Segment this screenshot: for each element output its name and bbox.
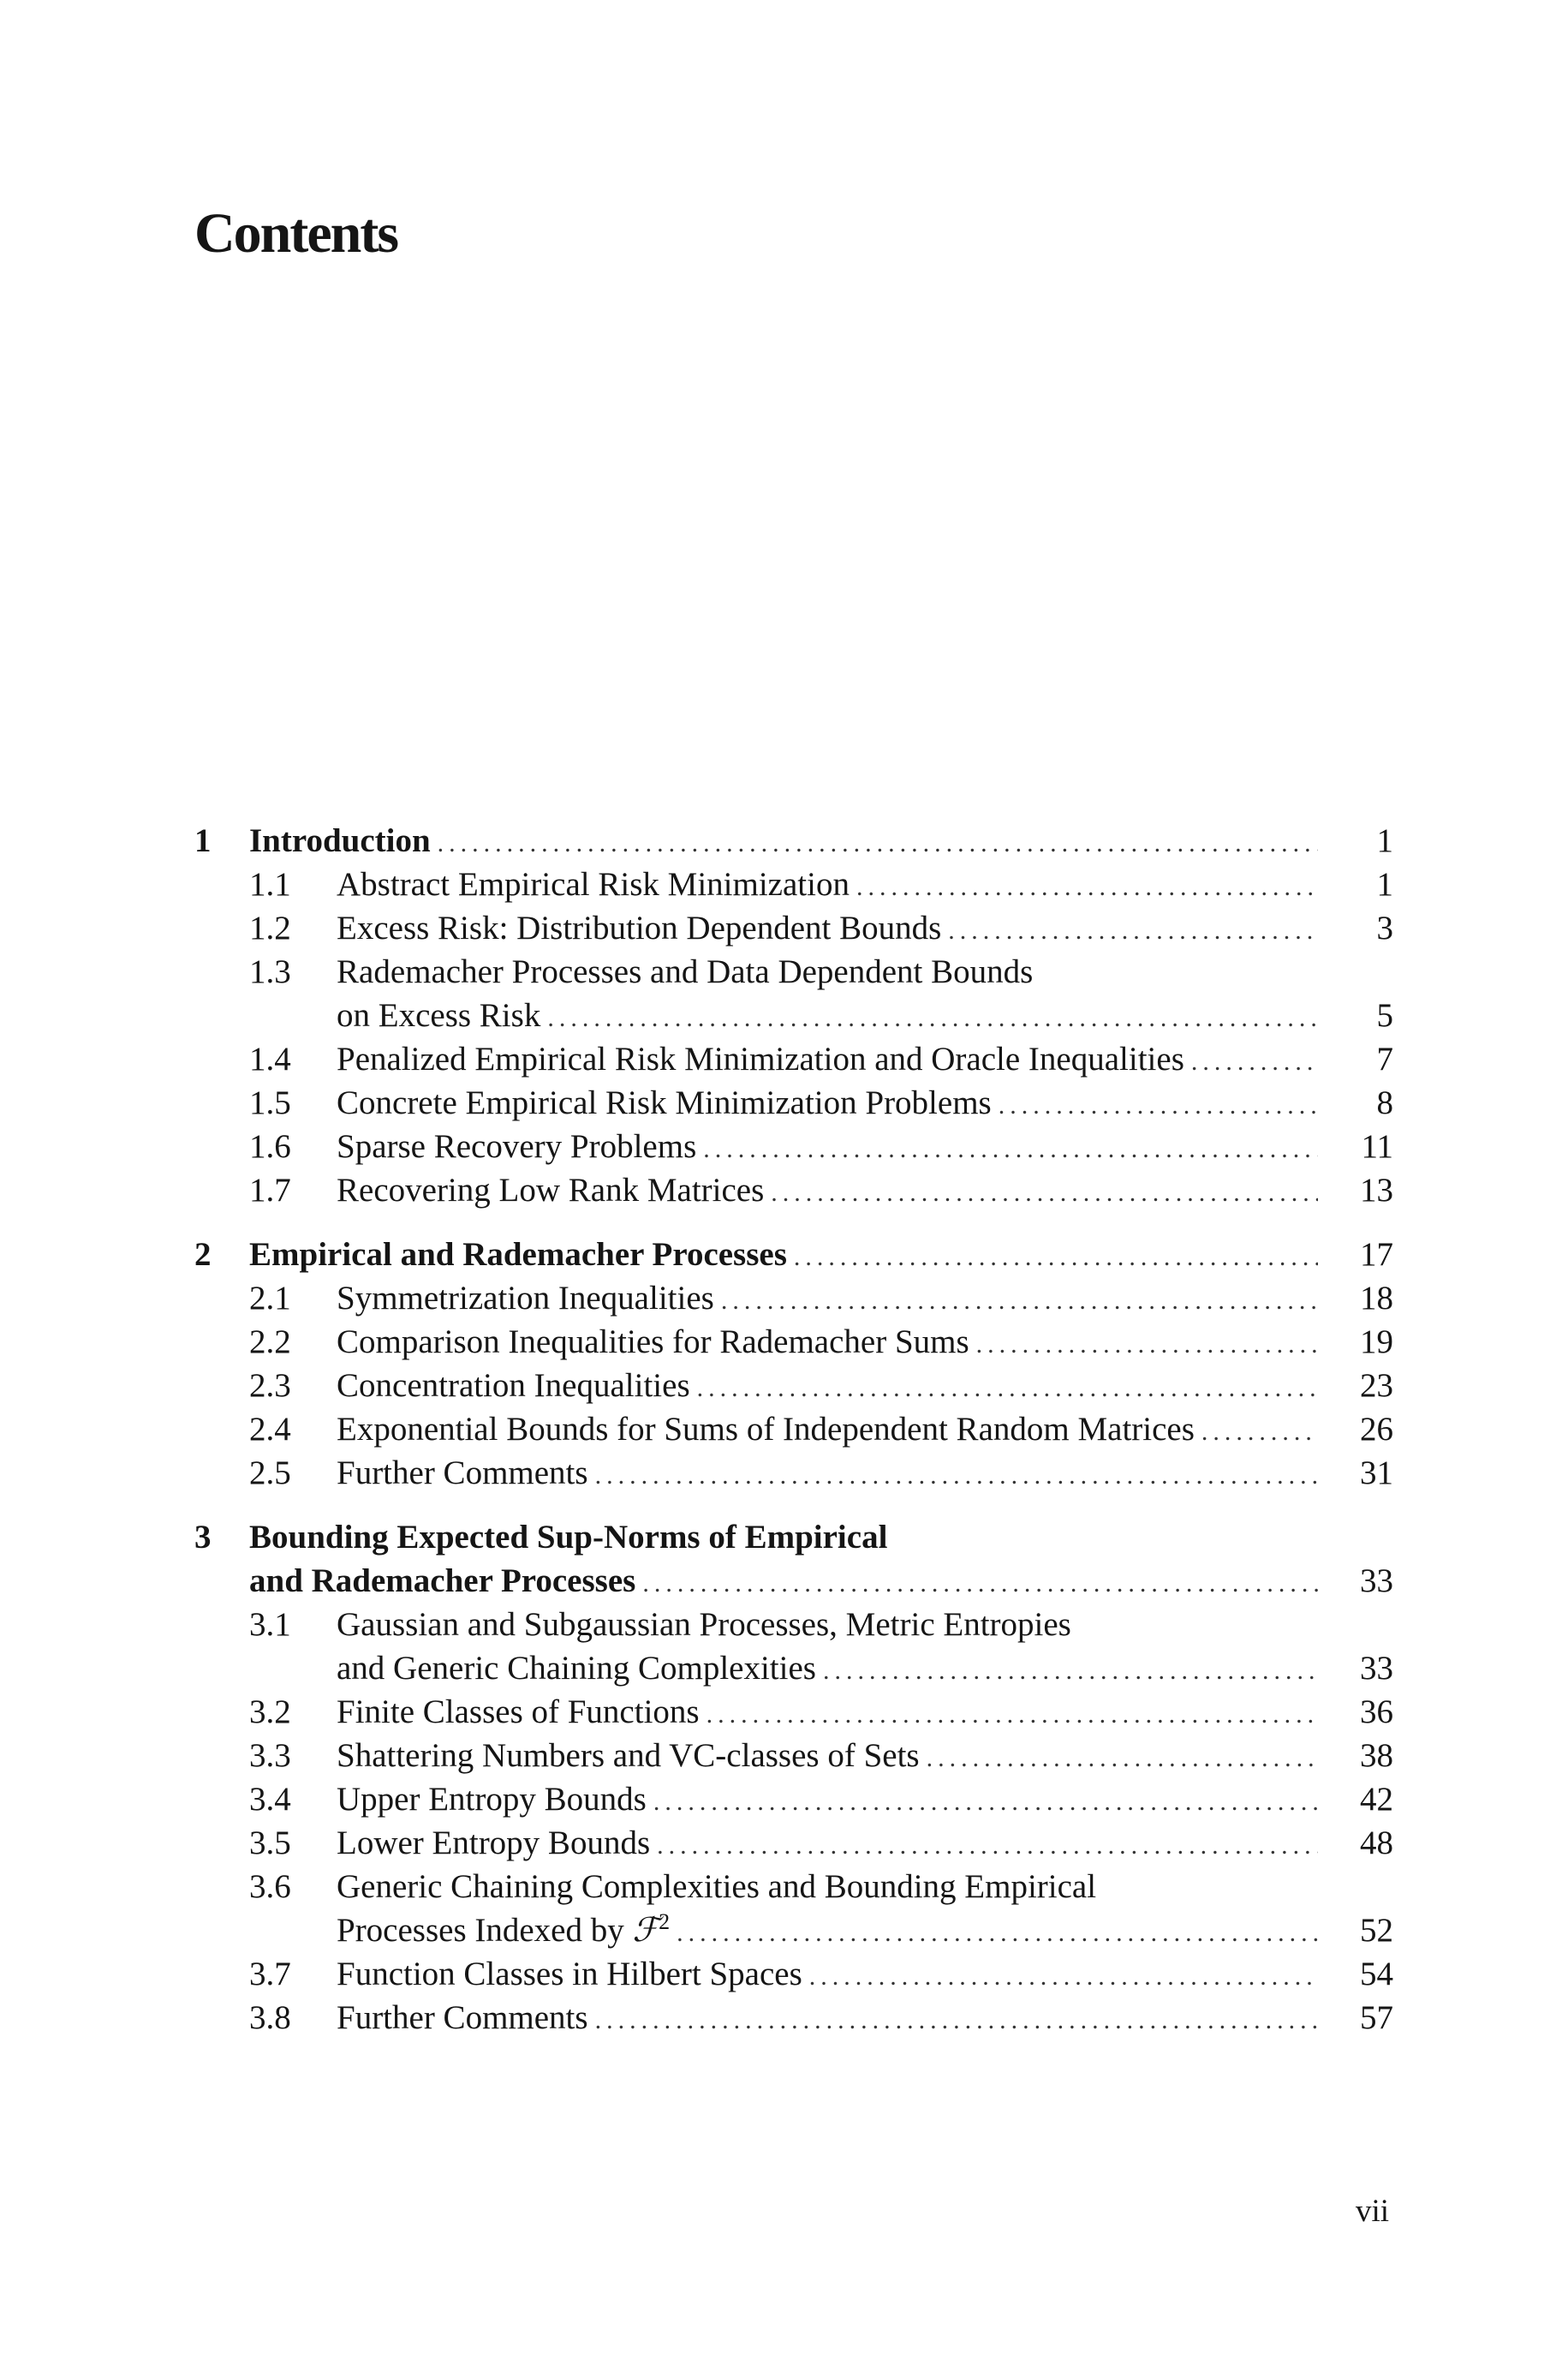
section-entry[interactable] bbox=[194, 1125, 1393, 1168]
page-number: 26 bbox=[1360, 1411, 1393, 1448]
section-title: Sparse Recovery Problems bbox=[337, 1128, 697, 1165]
chapter-number: 2 bbox=[194, 1236, 212, 1273]
chapter-3 bbox=[194, 1515, 1393, 2040]
section-entry[interactable] bbox=[194, 906, 1393, 950]
chapter-2 bbox=[194, 1233, 1393, 1495]
dot-leader bbox=[823, 1649, 1318, 1693]
dot-leader bbox=[794, 1235, 1318, 1279]
section-title: Further Comments bbox=[337, 1454, 588, 1491]
page-number: 1 bbox=[1376, 866, 1393, 903]
exponent: 2 bbox=[659, 1909, 671, 1934]
section-title: Further Comments bbox=[337, 1999, 588, 2036]
dot-leader bbox=[927, 1736, 1318, 1780]
section-title-text: Processes Indexed by bbox=[337, 1912, 624, 1949]
page-title: Contents bbox=[194, 202, 398, 265]
section-number: 1.3 bbox=[249, 953, 291, 990]
page-number: 33 bbox=[1360, 1650, 1393, 1687]
dot-leader bbox=[595, 1454, 1318, 1497]
dot-leader bbox=[547, 996, 1318, 1040]
section-entry[interactable] bbox=[194, 1081, 1393, 1125]
dot-leader bbox=[976, 1323, 1318, 1366]
page-number: 57 bbox=[1360, 1999, 1393, 2036]
section-entry-line2[interactable] bbox=[337, 994, 1393, 1037]
section-number: 2.5 bbox=[249, 1454, 291, 1491]
section-entry-line1[interactable] bbox=[194, 1603, 1393, 1646]
dot-leader bbox=[677, 1911, 1318, 1955]
section-title-continued bbox=[337, 1908, 670, 1952]
section-title: Shattering Numbers and VC-classes of Sets bbox=[337, 1737, 920, 1774]
section-number: 1.5 bbox=[249, 1084, 291, 1121]
chapter-entry[interactable] bbox=[194, 1233, 1393, 1276]
dot-leader bbox=[948, 909, 1318, 953]
section-number: 3.2 bbox=[249, 1693, 291, 1730]
section-entry[interactable] bbox=[194, 1952, 1393, 1996]
section-entry[interactable] bbox=[194, 1320, 1393, 1364]
dot-leader bbox=[706, 1693, 1318, 1736]
chapter-title: Empirical and Rademacher Processes bbox=[249, 1236, 787, 1273]
section-number: 2.4 bbox=[249, 1411, 291, 1448]
chapter-1 bbox=[194, 819, 1393, 1212]
section-entry[interactable] bbox=[194, 1276, 1393, 1320]
page-number: 19 bbox=[1360, 1323, 1393, 1360]
page-number: 13 bbox=[1360, 1172, 1393, 1209]
chapter-title-continued: and Rademacher Processes bbox=[249, 1562, 636, 1599]
dot-leader bbox=[438, 821, 1318, 865]
section-title: Generic Chaining Complexities and Bounding Empirical bbox=[337, 1868, 1097, 1905]
chapter-number: 1 bbox=[194, 822, 212, 859]
dot-leader bbox=[642, 1562, 1318, 1605]
dot-leader bbox=[721, 1279, 1318, 1323]
section-title: Comparison Inequalities for Rademacher Sums bbox=[337, 1323, 969, 1360]
dot-leader bbox=[595, 1998, 1318, 2042]
section-entry[interactable] bbox=[194, 1734, 1393, 1777]
section-title: Concrete Empirical Risk Minimization Problems bbox=[337, 1084, 992, 1121]
section-entry[interactable] bbox=[194, 1451, 1393, 1495]
dot-leader bbox=[1191, 1040, 1318, 1084]
chapter-title: Bounding Expected Sup-Norms of Empirical bbox=[249, 1519, 888, 1556]
function-class-symbol: ℱ bbox=[632, 1911, 659, 1950]
section-number: 2.1 bbox=[249, 1280, 291, 1317]
section-number: 3.6 bbox=[249, 1868, 291, 1905]
page-folio: vii bbox=[1356, 2194, 1390, 2229]
section-title: Finite Classes of Functions bbox=[337, 1693, 700, 1730]
section-title: Gaussian and Subgaussian Processes, Metric Entropies bbox=[337, 1606, 1071, 1643]
section-title: Upper Entropy Bounds bbox=[337, 1781, 647, 1818]
section-entry-line2[interactable] bbox=[337, 1646, 1393, 1690]
page-number: 38 bbox=[1360, 1737, 1393, 1774]
section-number: 2.3 bbox=[249, 1367, 291, 1404]
section-title: Abstract Empirical Risk Minimization bbox=[337, 866, 850, 903]
section-entry-line1[interactable] bbox=[194, 950, 1393, 994]
section-number: 2.2 bbox=[249, 1323, 291, 1360]
dot-leader bbox=[653, 1780, 1318, 1824]
chapter-entry-line2[interactable] bbox=[249, 1559, 1393, 1603]
section-title: Exponential Bounds for Sums of Independent Random Matrices bbox=[337, 1411, 1195, 1448]
page-number: 42 bbox=[1360, 1781, 1393, 1818]
page-number: 33 bbox=[1360, 1562, 1393, 1599]
section-entry[interactable] bbox=[194, 1821, 1393, 1865]
section-entry[interactable] bbox=[194, 1996, 1393, 2040]
section-number: 1.6 bbox=[249, 1128, 291, 1165]
section-title: Excess Risk: Distribution Dependent Bounds bbox=[337, 910, 942, 947]
chapter-entry-line1[interactable] bbox=[194, 1515, 1393, 1559]
section-entry[interactable] bbox=[194, 1690, 1393, 1734]
dot-leader bbox=[809, 1955, 1318, 1998]
section-entry-line2[interactable] bbox=[337, 1908, 1393, 1952]
page-number: 54 bbox=[1360, 1956, 1393, 1992]
page-number: 3 bbox=[1376, 910, 1393, 947]
section-title-continued: on Excess Risk bbox=[337, 997, 541, 1034]
section-entry[interactable] bbox=[194, 1037, 1393, 1081]
section-entry[interactable] bbox=[194, 1168, 1393, 1212]
section-number: 3.1 bbox=[249, 1606, 291, 1643]
section-title-continued: and Generic Chaining Complexities bbox=[337, 1650, 816, 1687]
section-entry-line1[interactable] bbox=[194, 1865, 1393, 1908]
dot-leader bbox=[657, 1824, 1318, 1867]
section-number: 3.7 bbox=[249, 1956, 291, 1992]
page-number: 11 bbox=[1361, 1128, 1393, 1165]
page-number: 1 bbox=[1376, 822, 1393, 859]
chapter-number: 3 bbox=[194, 1519, 212, 1556]
page-number: 52 bbox=[1360, 1912, 1393, 1949]
chapter-title: Introduction bbox=[249, 822, 431, 859]
page-number: 17 bbox=[1360, 1236, 1393, 1273]
page-number: 5 bbox=[1376, 997, 1393, 1034]
section-number: 1.4 bbox=[249, 1041, 291, 1078]
section-number: 3.3 bbox=[249, 1737, 291, 1774]
section-title: Penalized Empirical Risk Minimization and Oracle Inequalities bbox=[337, 1041, 1184, 1078]
section-number: 1.2 bbox=[249, 910, 291, 947]
section-title: Symmetrization Inequalities bbox=[337, 1280, 714, 1317]
section-title: Concentration Inequalities bbox=[337, 1367, 690, 1404]
section-title: Rademacher Processes and Data Dependent Bounds bbox=[337, 953, 1034, 990]
dot-leader bbox=[771, 1171, 1318, 1215]
page-number: 7 bbox=[1376, 1041, 1393, 1078]
section-entry[interactable] bbox=[194, 1364, 1393, 1407]
page-number: 48 bbox=[1360, 1825, 1393, 1861]
section-number: 3.4 bbox=[249, 1781, 291, 1818]
section-entry[interactable] bbox=[194, 863, 1393, 906]
table-of-contents bbox=[194, 819, 1393, 2060]
section-title: Recovering Low Rank Matrices bbox=[337, 1172, 765, 1209]
dot-leader bbox=[703, 1127, 1318, 1171]
dot-leader bbox=[856, 865, 1318, 909]
dot-leader bbox=[697, 1366, 1318, 1410]
page-number: 31 bbox=[1360, 1454, 1393, 1491]
chapter-entry[interactable] bbox=[194, 819, 1393, 863]
page-number: 18 bbox=[1360, 1280, 1393, 1317]
section-number: 1.7 bbox=[249, 1172, 291, 1209]
section-entry[interactable] bbox=[194, 1777, 1393, 1821]
section-entry[interactable] bbox=[194, 1407, 1393, 1451]
page-number: 23 bbox=[1360, 1367, 1393, 1404]
page-number: 36 bbox=[1360, 1693, 1393, 1730]
dot-leader bbox=[1201, 1410, 1318, 1454]
section-title: Function Classes in Hilbert Spaces bbox=[337, 1956, 802, 1992]
section-title: Lower Entropy Bounds bbox=[337, 1825, 651, 1861]
section-number: 3.5 bbox=[249, 1825, 291, 1861]
section-number: 1.1 bbox=[249, 866, 291, 903]
section-number: 3.8 bbox=[249, 1999, 291, 2036]
page-number: 8 bbox=[1376, 1084, 1393, 1121]
dot-leader bbox=[999, 1084, 1318, 1127]
